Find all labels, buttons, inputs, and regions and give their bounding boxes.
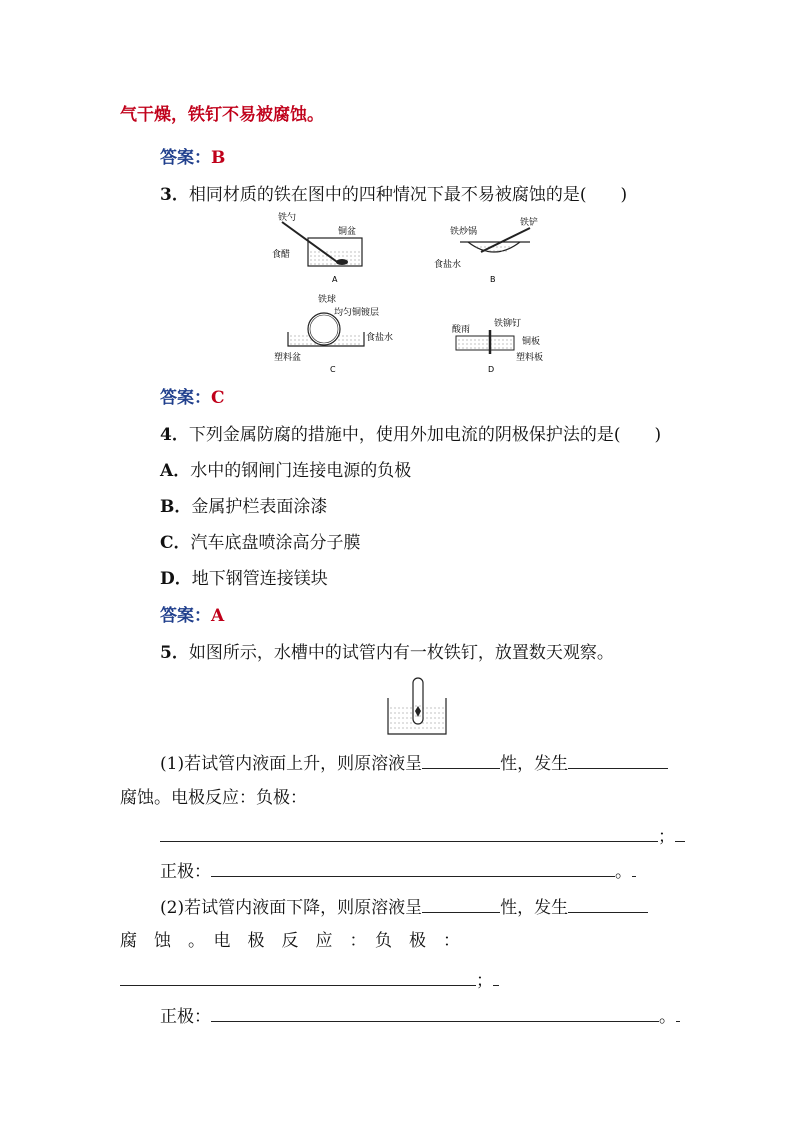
answer-label: 答案： [160, 388, 211, 408]
option-key: A． [160, 461, 191, 481]
label: 酸雨 [452, 325, 471, 335]
question-4 [160, 424, 661, 446]
option-text: 地下钢管连接镁块 [191, 569, 328, 589]
label: 铜板 [522, 337, 541, 347]
caption-a: A [332, 275, 338, 284]
answer-value: A [211, 606, 225, 626]
period: 。 [615, 862, 632, 882]
caption-d: D [488, 365, 495, 374]
figure-c [274, 293, 393, 374]
question-5 [160, 642, 614, 664]
blank-tail [493, 967, 499, 986]
q5-part1-positive-line [160, 858, 636, 883]
q5-part2-negative-line [120, 967, 499, 992]
answer-label: 答案： [160, 606, 211, 626]
option-key: D． [160, 569, 192, 589]
option-text: 汽车底盘喷涂高分子膜 [190, 533, 361, 553]
q5-part1-line1 [160, 750, 668, 775]
answer-blank[interactable] [568, 750, 668, 769]
q5-part1-negative-line [160, 823, 685, 848]
blank-tail [675, 823, 685, 842]
figure-b [434, 216, 538, 284]
label: 铁炒锅 [450, 227, 478, 237]
part1-mid: 性，发生 [500, 754, 569, 774]
question-number: 5． [160, 643, 189, 663]
figure-d [452, 317, 543, 374]
positive-label: 正极： [160, 1007, 211, 1027]
q5-part2-line2: 腐 蚀 。 电 极 反 应 ： 负 极 ： [120, 931, 460, 951]
answer-blank[interactable] [422, 894, 500, 913]
q5-part2-line1 [160, 894, 648, 919]
option-b [160, 496, 327, 518]
period: 。 [659, 1007, 676, 1027]
label: 塑料板 [516, 353, 544, 363]
semicolon: ； [658, 827, 675, 847]
option-c [160, 532, 361, 554]
figure-a [272, 212, 362, 284]
question-text: 如图所示，水槽中的试管内有一枚铁钉，放置数天观察。 [188, 643, 614, 663]
answer-value: C [211, 388, 225, 408]
negative-electrode-blank[interactable] [120, 967, 476, 986]
caption-b: B [490, 275, 496, 284]
q5-part1-line2: 腐蚀。电极反应：负极： [120, 788, 307, 808]
semicolon: ； [476, 971, 493, 991]
question-text: 下列金属防腐的措施中，使用外加电流的阴极保护法的是( ) [188, 425, 662, 445]
explanation-tail: 气干燥，铁钉不易被腐蚀。 [120, 105, 324, 125]
label: 食盐水 [366, 333, 394, 343]
option-d [160, 568, 328, 590]
part1-lead: (1)若试管内液面上升，则原溶液呈 [160, 754, 423, 774]
test-tube-figure [386, 676, 450, 736]
part2-lead: (2)若试管内液面下降，则原溶液呈 [160, 898, 423, 918]
positive-electrode-blank[interactable] [211, 1003, 659, 1022]
blank-tail [676, 1003, 680, 1022]
caption-c: C [330, 365, 336, 374]
option-key: B． [160, 497, 192, 517]
q5-part2-positive-line [160, 1003, 680, 1028]
label: 铁勺 [278, 213, 297, 223]
label: 食盐水 [434, 260, 462, 270]
positive-electrode-blank[interactable] [211, 858, 615, 877]
question-text: 相同材质的铁在图中的四种情况下最不易被腐蚀的是( ) [188, 185, 628, 205]
positive-label: 正极： [160, 862, 211, 882]
answer-blank[interactable] [568, 894, 648, 913]
question-number: 3． [160, 185, 189, 205]
label: 铁球 [318, 295, 337, 305]
option-a [160, 460, 411, 482]
label: 铁铆钉 [494, 319, 522, 329]
answer-blank[interactable] [422, 750, 500, 769]
answer-value: B [211, 148, 226, 168]
blank-tail [632, 858, 636, 877]
option-key: C． [160, 533, 191, 553]
label: 塑料盆 [274, 353, 302, 363]
label: 铁铲 [520, 218, 539, 228]
option-text: 金属护栏表面涂漆 [191, 497, 328, 517]
negative-electrode-blank[interactable] [160, 823, 658, 842]
question-number: 4． [160, 425, 189, 445]
answer-q4 [160, 605, 224, 627]
option-text: 水中的钢闸门连接电源的负极 [190, 461, 412, 481]
answer-q3 [160, 387, 225, 409]
part2-mid: 性，发生 [500, 898, 569, 918]
answer-q2 [160, 147, 225, 169]
question-3 [160, 184, 627, 206]
label: 食醋 [272, 250, 291, 260]
label: 均匀铜镀层 [334, 308, 380, 318]
label: 铜盆 [338, 227, 357, 237]
answer-label: 答案： [160, 148, 211, 168]
q3-figure [268, 212, 598, 377]
